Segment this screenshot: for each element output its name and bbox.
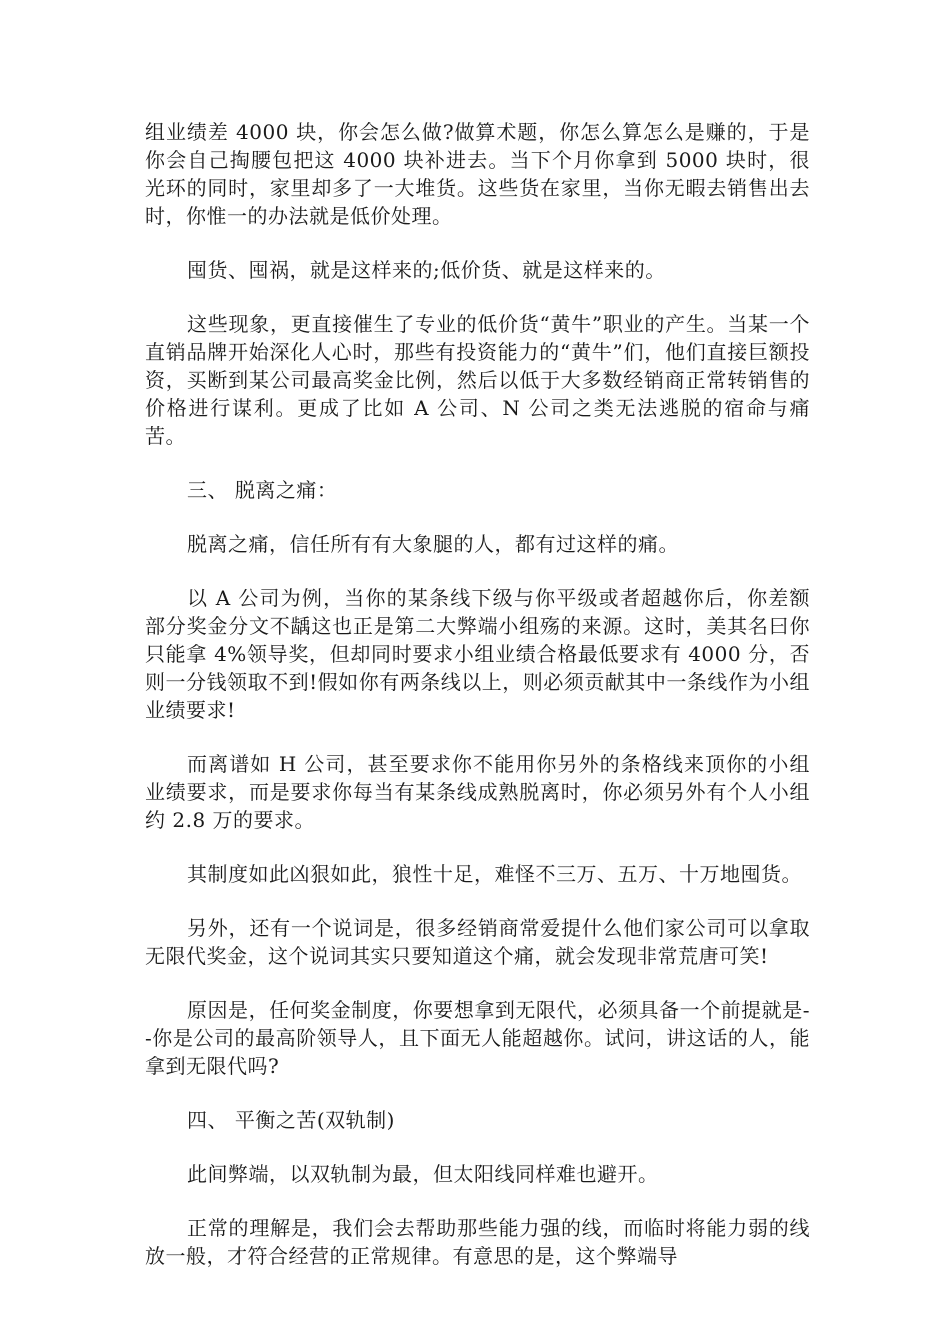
section-heading: 四、 平衡之苦(双轨制) [187, 1108, 395, 1132]
paragraph: 另外，还有一个说词是，很多经销商常爱提什么他们家公司可以拿取无限代奖金，这个说词其实只要知道这个痛，就会发现非常荒唐可笑! [145, 916, 810, 968]
paragraph: 其制度如此凶狠如此，狼性十足，难怪不三万、五万、十万地囤货。 [187, 862, 802, 886]
paragraph: 正常的理解是，我们会去帮助那些能力强的线，而临时将能力弱的线放一般，才符合经营的正常规律。有意思的是，这个弊端导 [145, 1216, 810, 1268]
paragraph: 以 A 公司为例，当你的某条线下级与你平级或者超越你后，你差额部分奖金分文不龋这也正是第二大弊端小组殇的来源。这时，美其名曰你只能拿 4%领导奖，但却同时要求小组业绩合格最低要求有 4000 分，否则一分钱领取不到!假如你有两条线以上，则必须贡献其中一条线作为小组业绩要求! [145, 586, 810, 722]
paragraph: 这些现象，更直接催生了专业的低价货“黄牛”职业的产生。当某一个直销品牌开始深化人心时，那些有投资能力的“黄牛”们，他们直接巨额投资，买断到某公司最高奖金比例，然后以低于大多数经销商正常转销售的价格进行谋利。更成了比如 A 公司、N 公司之类无法逃脱的宿命与痛苦。 [145, 312, 810, 448]
paragraph: 囤货、囤祸，就是这样来的;低价货、就是这样来的。 [187, 258, 666, 282]
paragraph: 脱离之痛，信任所有有大象腿的人，都有过这样的痛。 [187, 532, 679, 556]
paragraph: 此间弊端，以双轨制为最，但太阳线同样难也避开。 [187, 1162, 659, 1186]
paragraph: 而离谱如 H 公司，甚至要求你不能用你另外的条格线来顶你的小组业绩要求，而是要求你每当有某条线成熟脱离时，你必须另外有个人小组约 2.8 万的要求。 [145, 752, 810, 832]
paragraph: 原因是，任何奖金制度，你要想拿到无限代，必须具备一个前提就是--你是公司的最高阶领导人，且下面无人能超越你。试问，讲这话的人，能拿到无限代吗? [145, 998, 810, 1078]
paragraph: 组业绩差 4000 块，你会怎么做?做算术题，你怎么算怎么是赚的，于是你会自己掏腰包把这 4000 块补进去。当下个月你拿到 5000 块时，很光环的同时，家里却多了一大堆货。这些货在家里，当你无暇去销售出去时，你惟一的办法就是低价处理。 [145, 120, 810, 228]
section-heading: 三、 脱离之痛： [187, 478, 338, 502]
document-body [145, 118, 810, 1296]
